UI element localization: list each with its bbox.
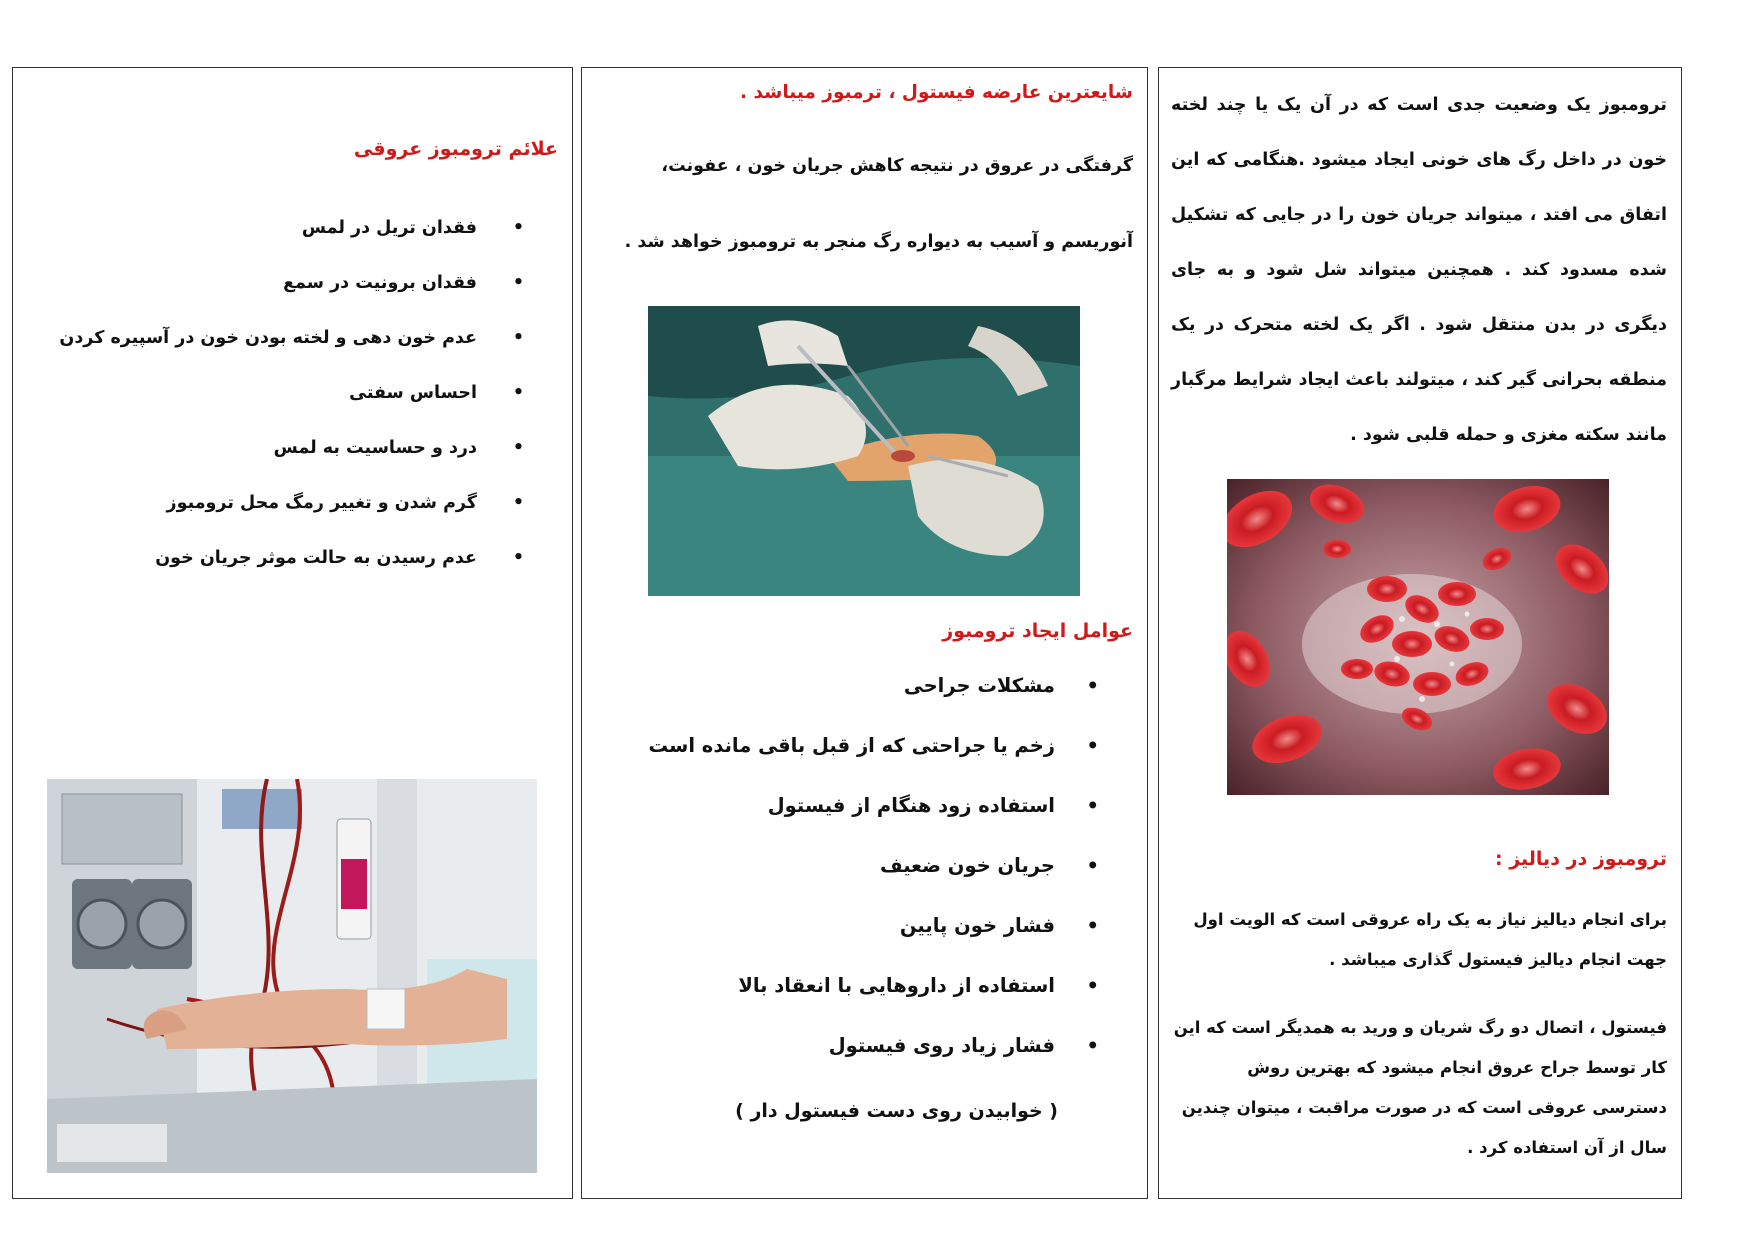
factors-list [649,671,1099,1091]
bullet: • [512,493,524,513]
list-item: • عدم خون دهی و لخته بودن خون در آسپیره کردن [59,324,524,379]
bullet: • [512,548,524,568]
bullet: • [1086,674,1099,697]
dialysis-paragraph-2: فیستول ، اتصال دو رگ شریان و ورید به همدیگر است که این کار توسط جراح عروق انجام میشود که بهترین روش دسترسی عروقی است که در صورت مراقبت ، میتوان چندین سال از آن استفاده کرد . [1173,1018,1667,1157]
bullet: • [512,328,524,348]
list-item: • فشار خون پایین [649,911,1099,971]
list-item: • زخم یا جراحتی که از قبل باقی مانده است [649,731,1099,791]
list-item: • استفاده زود هنگام از فیستول [649,791,1099,851]
list-item: • فقدان تریل در لمس [59,214,524,269]
dialysis-heading: ترومبوز در دیالیز : [1495,848,1667,870]
factors-heading: عوامل ایجاد ترومبوز [942,620,1133,642]
bullet: • [1086,734,1099,757]
list-item: • مشکلات جراحی [649,671,1099,731]
list-item: • استفاده از داروهایی با انعقاد بالا [649,971,1099,1031]
bullet: • [1086,854,1099,877]
blood-clot-image [1227,479,1609,795]
bullet: • [1086,794,1099,817]
bullet: • [512,383,524,403]
list-item: • احساس سفتی [59,379,524,434]
dialysis-paragraph-1: برای انجام دیالیز نیاز به یک راه عروقی است که الویت اول جهت انجام دیالیز فیستول گذاری میباشد . [1193,910,1667,969]
list-item: • جریان خون ضعیف [649,851,1099,911]
dialysis-machine-image [47,779,537,1173]
middle-panel [581,67,1148,1199]
bullet: • [512,438,524,458]
list-item: • فشار زیاد روی فیستول [649,1031,1099,1091]
intro-paragraph: ترومبوز یک وضعیت جدی است که در آن یک یا چند لخته خون در داخل رگ های خونی ایجاد میشود .هنگامی که این اتفاق می افتد ، میتواند جریان خون را در جایی که تشکیل شده مسدود کند . همچنین میتواند شل شود و به جای دیگری در بدن منتقل شود . اگر یک لخته متحرک در یک منطقه بحرانی گیر کند ، میتولند باعث ایجاد شرایط مرگبار مانند سکته مغزی و حمله قلبی شود . [1171,95,1667,445]
list-item: • فقدان برونیت در سمع [59,269,524,324]
surgery-image [648,306,1080,596]
bullet: • [512,273,524,293]
bullet: • [1086,974,1099,997]
right-panel [1158,67,1682,1199]
symptoms-heading: علائم ترومبوز عروقی [353,138,558,160]
left-panel [12,67,573,1199]
bullet: • [512,218,524,238]
complication-paragraph: گرفتگی در عروق در نتیجه کاهش جریان خون ، عفونت، آنوریسم و آسیب به دیواره رگ منجر به ترومبوز خواهد شد . [624,156,1133,252]
extra-note: ( خوابیدن روی دست فیستول دار ) [735,1100,1058,1122]
list-item: • گرم شدن و تغییر رمگ محل ترومبوز [59,489,524,544]
list-item: • درد و حساسیت به لمس [59,434,524,489]
list-item: • عدم رسیدن به حالت موثر جریان خون [59,544,524,599]
complication-title: شایعترین عارضه فیستول ، ترمبوز میباشد . [740,82,1133,103]
bullet: • [1086,914,1099,937]
bullet: • [1086,1034,1099,1057]
symptoms-list [59,214,524,599]
